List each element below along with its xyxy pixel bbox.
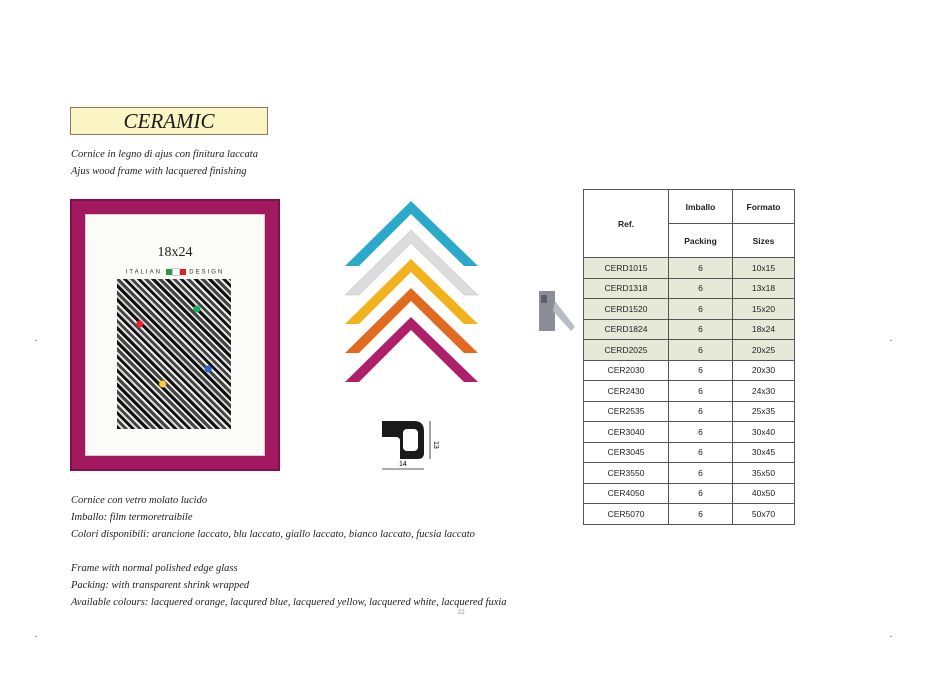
page-number: 22 xyxy=(458,610,465,616)
table-row xyxy=(584,422,795,443)
frame-photo xyxy=(70,199,280,471)
cell-size: 15x20 xyxy=(733,299,795,320)
table-row xyxy=(584,442,795,463)
color-corner-samples xyxy=(343,199,480,384)
table-row xyxy=(584,299,795,320)
cell-packing: 6 xyxy=(669,299,733,320)
cell-ref: CER2030 xyxy=(584,360,669,381)
cell-ref: CERD1824 xyxy=(584,319,669,340)
table-row xyxy=(584,483,795,504)
cell-size: 40x50 xyxy=(733,483,795,504)
table-row xyxy=(584,278,795,299)
cell-size: 20x25 xyxy=(733,340,795,361)
details-it-colours: Colori disponibili: arancione laccato, blu laccato, giallo laccato, bianco laccato, fucsia laccato xyxy=(71,529,475,540)
cell-packing: 6 xyxy=(669,381,733,402)
details-it-glass: Cornice con vetro molato lucido xyxy=(71,495,208,506)
table-row xyxy=(584,340,795,361)
details-en-packing: Packing: with transparent shrink wrapped xyxy=(71,580,250,591)
corner-fuchsia xyxy=(345,317,478,382)
cell-packing: 6 xyxy=(669,504,733,525)
brand-right: DESIGN xyxy=(189,269,225,276)
subtitle-italian: Cornice in legno di ajus con finitura laccata xyxy=(71,149,258,160)
product-table xyxy=(583,189,795,525)
cell-ref: CER3550 xyxy=(584,463,669,484)
crop-mark xyxy=(35,636,37,637)
cell-ref: CERD1318 xyxy=(584,278,669,299)
cell-ref: CER5070 xyxy=(584,504,669,525)
cell-size: 50x70 xyxy=(733,504,795,525)
cell-ref: CER4050 xyxy=(584,483,669,504)
cell-size: 24x30 xyxy=(733,381,795,402)
cell-packing: 6 xyxy=(669,278,733,299)
crop-mark xyxy=(890,636,892,637)
cell-size: 25x35 xyxy=(733,401,795,422)
cell-size: 35x50 xyxy=(733,463,795,484)
profile-height: 13 xyxy=(432,441,439,449)
cell-size: 30x45 xyxy=(733,442,795,463)
table-row xyxy=(584,258,795,279)
frame-stand-image xyxy=(535,287,577,337)
cell-ref: CERD1015 xyxy=(584,258,669,279)
header-sizes: Sizes xyxy=(733,224,795,258)
flag-red xyxy=(180,269,186,275)
cell-packing: 6 xyxy=(669,442,733,463)
cell-packing: 6 xyxy=(669,422,733,443)
cell-packing: 6 xyxy=(669,360,733,381)
brand-left: ITALIAN xyxy=(125,269,162,276)
table-row xyxy=(584,319,795,340)
cell-packing: 6 xyxy=(669,401,733,422)
details-en-colours: Available colours: lacquered orange, lacqured blue, lacquered yellow, lacquered white, lacquered fuxia xyxy=(71,597,507,608)
cell-ref: CERD2025 xyxy=(584,340,669,361)
product-title: CERAMIC xyxy=(70,107,268,135)
frame-size-label: 18x24 xyxy=(157,245,193,260)
cell-size: 10x15 xyxy=(733,258,795,279)
cell-size: 13x18 xyxy=(733,278,795,299)
table-row xyxy=(584,401,795,422)
table-row xyxy=(584,463,795,484)
cell-packing: 6 xyxy=(669,340,733,361)
cell-packing: 6 xyxy=(669,319,733,340)
subtitle-english: Ajus wood frame with lacquered finishing xyxy=(71,166,247,177)
header-packing: Packing xyxy=(669,224,733,258)
cell-packing: 6 xyxy=(669,258,733,279)
cell-ref: CER3040 xyxy=(584,422,669,443)
cell-packing: 6 xyxy=(669,463,733,484)
cell-size: 18x24 xyxy=(733,319,795,340)
flag-white xyxy=(172,268,180,276)
crop-mark xyxy=(35,340,37,341)
brand-label xyxy=(106,268,244,276)
mosaic-artwork xyxy=(117,279,231,429)
cell-ref: CERD1520 xyxy=(584,299,669,320)
table-row xyxy=(584,360,795,381)
header-imballo: Imballo xyxy=(669,190,733,224)
cell-packing: 6 xyxy=(669,483,733,504)
table-row xyxy=(584,504,795,525)
frame-mat xyxy=(85,214,265,456)
header-ref: Ref. xyxy=(584,190,669,258)
crop-mark xyxy=(890,340,892,341)
details-en-glass: Frame with normal polished edge glass xyxy=(71,563,238,574)
profile-section-drawing xyxy=(372,413,442,473)
profile-width: 14 xyxy=(399,461,407,468)
cell-ref: CER2535 xyxy=(584,401,669,422)
cell-size: 30x40 xyxy=(733,422,795,443)
header-formato: Formato xyxy=(733,190,795,224)
cell-size: 20x30 xyxy=(733,360,795,381)
cell-ref: CER3045 xyxy=(584,442,669,463)
table-row xyxy=(584,381,795,402)
details-it-packing: Imballo: film termoretraibile xyxy=(71,512,193,523)
cell-ref: CER2430 xyxy=(584,381,669,402)
